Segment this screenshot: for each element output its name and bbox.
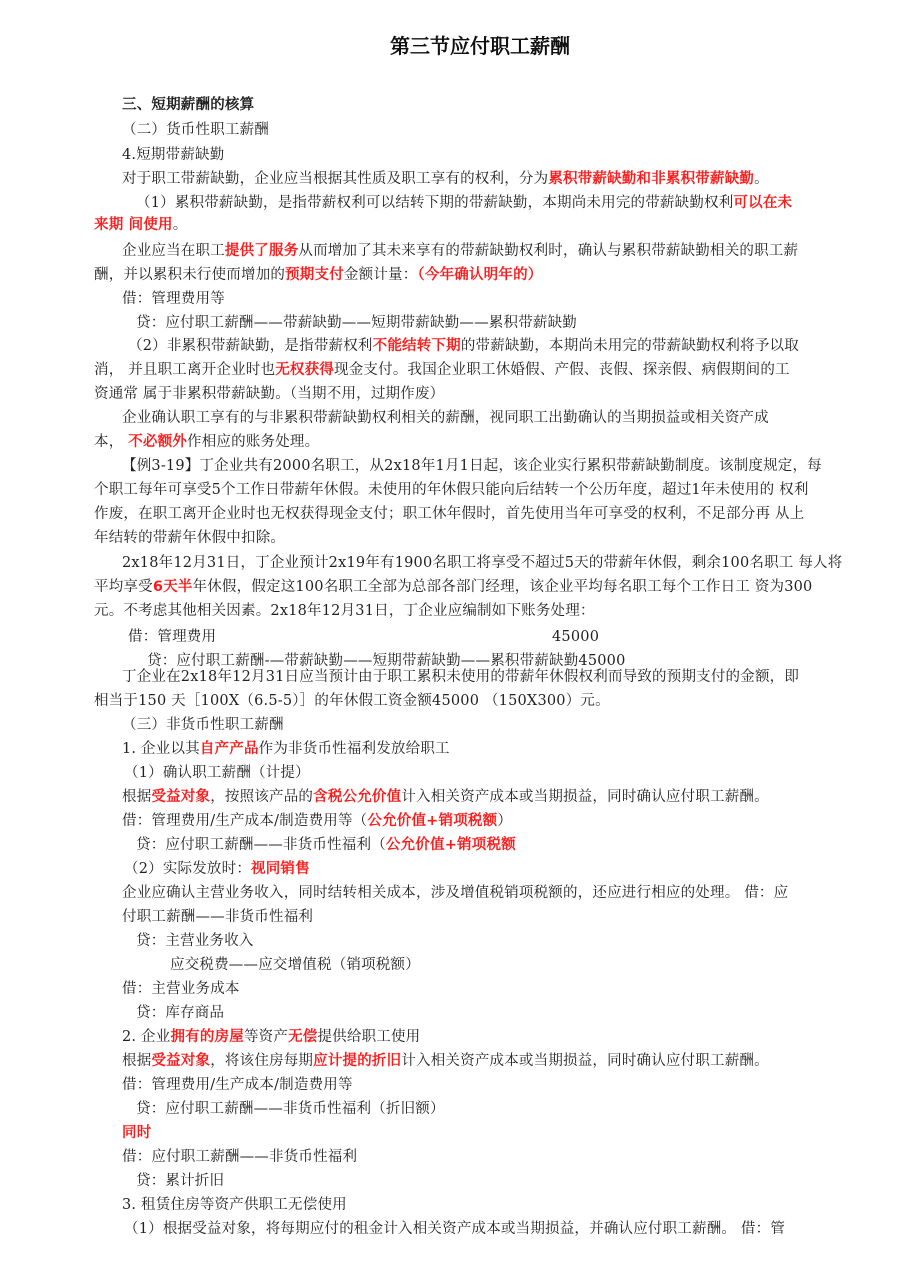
text-segment: 贷：应付职工薪酬——非货币性福利（折旧额） — [136, 1101, 445, 1117]
text-segment: 贷：累计折旧 — [136, 1173, 225, 1189]
text-line — [124, 859, 310, 879]
text-line — [170, 955, 420, 975]
text-segment: 借：主营业务成本 — [122, 981, 240, 997]
text-segment: 贷：主营业务收入 — [136, 933, 254, 949]
text-line — [136, 835, 516, 855]
text-line — [124, 1219, 785, 1239]
text-segment: 计入相关资产成本或当期损益，同时确认应付职工薪酬。 — [401, 789, 769, 805]
highlighted-text: 不必额外 — [128, 434, 188, 450]
text-line — [94, 265, 542, 285]
text-segment: 借：管理费用 — [128, 629, 217, 645]
text-segment: 借：管理费用/生产成本/制造费用等（ — [122, 813, 368, 829]
text-segment: 三、短期薪酬的核算 — [122, 97, 255, 113]
text-segment: 作废，在职工离开企业时也无权获得现金支付；职工休年假时，首先使用当年可享受的权利，不足部分再 从上 — [94, 506, 805, 522]
highlighted-text: （今年确认明年的） — [417, 267, 543, 283]
text-segment: 个职工每年可享受5个工作日带薪年休假。未使用的年休假只能向后结转一个公历年度，超过1年未使用的 权利 — [94, 482, 809, 498]
highlighted-text: 无偿 — [288, 1029, 318, 1045]
text-segment: （2）非累积带薪缺勤，是指带薪权利 — [128, 338, 373, 354]
text-segment: 1. 企业以其 — [122, 741, 200, 757]
highlighted-text: 来期 间使用 — [94, 217, 173, 233]
text-line — [122, 883, 788, 903]
highlighted-text: 提供了服务 — [224, 243, 299, 259]
highlighted-text: 无权获得 — [275, 362, 335, 378]
text-segment: 元。不考虑其他相关因素。2x18年12月31日，丁企业应编制如下账务处理： — [94, 603, 595, 619]
text-line — [136, 931, 254, 951]
text-segment: 贷：应付职工薪酬——非货币性福利（ — [136, 837, 386, 853]
text-segment: （二）货币性职工薪酬 — [122, 122, 269, 138]
text-line — [94, 504, 804, 524]
text-segment: （1）根据受益对象，将每期应付的租金计入相关资产成本或当期损益，并确认应付职工薪酬。 借：管 — [124, 1221, 786, 1237]
text-line — [136, 1171, 224, 1191]
highlighted-text: 同时 — [122, 1125, 152, 1141]
text-segment: 等资产 — [243, 1029, 289, 1045]
text-segment: 年休假，假定这100名职工全部为总部各部门经理，该企业平均每名职工每个工作日工 资为300 — [192, 579, 813, 595]
text-segment: 消， 并且职工离开企业时也 — [94, 362, 276, 378]
text-line — [94, 384, 444, 404]
text-segment: 企业应确认主营业务收入，同时结转相关成本，涉及增值税销项税额的，还应进行相应的处理。 借：应 — [122, 885, 789, 901]
text-line — [128, 336, 799, 356]
text-segment: 金额计量： — [343, 267, 418, 283]
text-line — [122, 169, 769, 189]
text-segment: ，按照该产品的 — [210, 789, 314, 805]
text-segment: 企业确认职工享有的与非累积带薪缺勤权利相关的薪酬，视同职工出勤确认的当期损益或相关资产成 — [122, 410, 769, 426]
text-segment: （1）确认职工薪酬（计提） — [124, 765, 310, 781]
highlighted-text: 应计提的折旧 — [313, 1053, 402, 1069]
text-line — [136, 193, 792, 213]
text-segment: （三）非货币性职工薪酬 — [122, 717, 284, 733]
text-line — [122, 715, 284, 735]
text-line — [122, 289, 225, 309]
text-segment: 提供给职工使用 — [317, 1029, 421, 1045]
page-title: 第三节应付职工薪酬 — [390, 34, 570, 58]
text-segment: 年结转的带薪年休假中扣除。 — [94, 530, 286, 546]
text-segment: 的带薪缺勤，本期尚未用完的带薪缺勤权利将予以取 — [460, 338, 799, 354]
text-segment: 4.短期带薪缺勤 — [122, 147, 225, 163]
text-line — [122, 408, 769, 428]
text-segment: 现金支付。我国企业职工休婚假、产假、丧假、探亲假、病假期间的工 — [334, 362, 790, 378]
text-line — [122, 1195, 347, 1215]
text-segment: 丁企业在2x18年12月31日应当预计由于职工累积未使用的带薪年休假权利而导致的预期支付的金额，即 — [122, 669, 800, 685]
text-line — [122, 667, 799, 687]
highlighted-text: 不能结转下期 — [372, 338, 461, 354]
text-segment: 2x18年12月31日，丁企业预计2x19年有1900名职工将享受不超过5天的带薪年休假，剩余100名职工 每人将 — [122, 555, 843, 571]
text-line — [122, 145, 224, 165]
text-line — [122, 739, 450, 759]
text-segment: 相当于150 天［100X（6.5-5）］的年休假工资金额45000 （150X300）元。 — [94, 693, 610, 709]
text-line — [136, 1099, 445, 1119]
text-line — [122, 95, 254, 115]
text-segment: （1）累积带薪缺勤，是指带薪权利可以结转下期的带薪缺勤，本期尚未用完的带薪缺勤权利 — [136, 195, 734, 211]
highlighted-text: 公允价值+销项税额 — [385, 837, 516, 853]
text-line — [136, 313, 577, 333]
text-segment: 本， — [94, 434, 129, 450]
text-segment: 酬，并以累积未行使而增加的 — [94, 267, 286, 283]
highlighted-text: 视同销售 — [251, 861, 310, 877]
text-segment: 对于职工带薪缺勤，企业应当根据其性质及职工享有的权利，分为 — [122, 171, 549, 187]
text-line — [122, 1075, 353, 1095]
highlighted-text: 6天半 — [152, 579, 193, 595]
highlighted-text: 受益对象 — [151, 1053, 211, 1069]
text-segment: 借：管理费用等 — [122, 291, 225, 307]
text-line — [94, 432, 319, 452]
text-segment: 【例3-19】丁企业共有2000名职工，从2x18年1月1日起，该企业实行累积带薪缺勤制度。该制度规定，每 — [122, 458, 822, 474]
text-segment: 2. 企业 — [122, 1029, 171, 1045]
text-line — [122, 811, 512, 831]
text-line — [136, 1003, 224, 1023]
highlighted-text: 可以在未 — [733, 195, 793, 211]
highlighted-text: 含税公允价值 — [313, 789, 402, 805]
text-line — [122, 1123, 151, 1143]
text-line — [122, 979, 240, 999]
highlighted-text: 公允价值+销项税额 — [367, 813, 498, 829]
highlighted-text: 预期支付 — [285, 267, 344, 283]
text-segment: 付职工薪酬——非货币性福利 — [122, 909, 314, 925]
text-line — [94, 480, 809, 500]
text-line — [94, 215, 187, 235]
text-segment: 。 — [754, 171, 769, 187]
text-segment: 贷：应付职工薪酬-—带薪缺勤——短期带薪缺勤——累积带薪缺勤45000 — [147, 653, 626, 669]
text-line — [94, 691, 610, 711]
text-line — [124, 763, 310, 783]
text-segment: 资通常 属于非累积带薪缺勤。（当期不用，过期作废） — [94, 386, 445, 402]
highlighted-text: 受益对象 — [151, 789, 211, 805]
text-segment: 贷：库存商品 — [136, 1005, 225, 1021]
text-line — [122, 907, 313, 927]
text-segment: 借：管理费用/生产成本/制造费用等 — [122, 1077, 353, 1093]
text-segment: 企业应当在职工 — [122, 243, 225, 259]
text-line — [122, 1051, 769, 1071]
text-line — [122, 241, 798, 261]
highlighted-text: 自产产品 — [199, 741, 259, 757]
text-segment: 根据 — [122, 789, 152, 805]
text-segment: 作为非货币性福利发放给职工 — [258, 741, 450, 757]
text-line — [94, 577, 812, 597]
text-segment: 贷：应付职工薪酬——带薪缺勤——短期带薪缺勤——累积带薪缺勤 — [136, 315, 577, 331]
text-segment: 平均享受 — [94, 579, 153, 595]
text-segment: 从而增加了其未来享有的带薪缺勤权利时，确认与累积带薪缺勤相关的职工薪 — [298, 243, 799, 259]
text-line — [94, 360, 790, 380]
text-line — [122, 787, 769, 807]
text-segment: ） — [497, 813, 513, 829]
text-line — [122, 1027, 420, 1047]
text-line — [94, 528, 285, 548]
text-segment: ，将该住房每期 — [210, 1053, 314, 1069]
text-line — [122, 456, 822, 476]
text-line — [128, 627, 216, 647]
text-line — [122, 120, 269, 140]
text-segment: 根据 — [122, 1053, 152, 1069]
text-segment: 作相应的账务处理。 — [187, 434, 320, 450]
journal-amount: 45000 — [552, 629, 600, 645]
text-segment: 借：应付职工薪酬——非货币性福利 — [122, 1149, 358, 1165]
text-segment: 计入相关资产成本或当期损益，同时确认应付职工薪酬。 — [401, 1053, 769, 1069]
highlighted-text: 拥有的房屋 — [170, 1029, 244, 1045]
text-segment: （2）实际发放时： — [124, 861, 252, 877]
text-line — [122, 553, 842, 573]
text-line — [94, 601, 595, 621]
text-segment: 应交税费——应交增值税（销项税额） — [170, 957, 420, 973]
text-segment: 。 — [172, 217, 188, 233]
text-segment: 3. 租赁住房等资产供职工无偿使用 — [122, 1197, 347, 1213]
highlighted-text: 累积带薪缺勤和非累积带薪缺勤 — [548, 171, 755, 187]
text-line — [122, 1147, 357, 1167]
